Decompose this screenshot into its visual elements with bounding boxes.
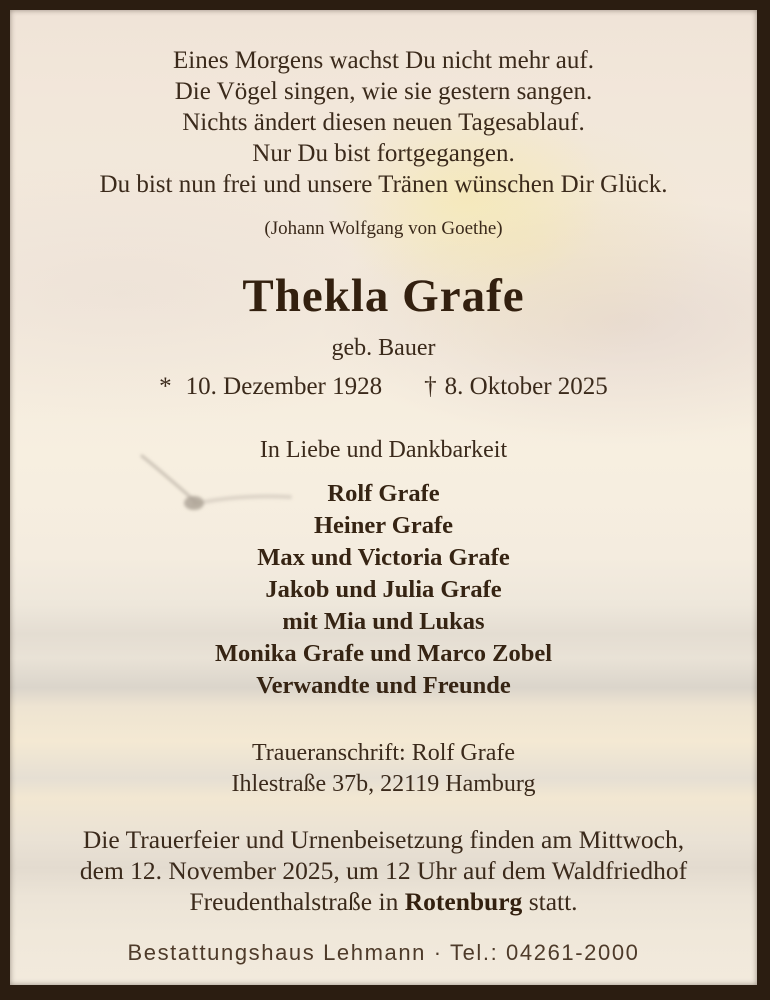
funeral-home-footer [10,939,757,966]
poem-line: Nur Du bist fortgegangen. [252,140,515,167]
funeral-home-phone: Tel.: 04261-2000 [450,940,640,965]
mourner-line: Jakob und Julia Grafe [265,576,502,603]
ceremony-city: Rotenburg [404,887,523,916]
ceremony-line: Die Trauerfeier und Urnenbeisetzung finden am Mittwoch, [82,825,685,854]
mourner-line: Monika Grafe und Marco Zobel [214,640,553,667]
mourning-address [10,738,757,800]
poem-line: Du bist nun frei und unsere Tränen wünschen Dir Glück. [99,171,668,198]
address-line: Traueranschrift: Rolf Grafe [251,740,516,766]
mourner-line: Heiner Grafe [313,512,453,539]
notice-paper [10,10,757,985]
maiden-name: geb. Bauer [331,335,436,361]
mourner-line: mit Mia und Lukas [282,608,485,635]
ceremony-line: dem 12. November 2025, um 12 Uhr auf dem Waldfriedhof [79,856,688,885]
mourner-line: Verwandte und Freunde [256,672,511,699]
poem-line: Nichts ändert diesen neuen Tagesablauf. [182,109,585,136]
ceremony-line [10,886,757,917]
poem-line: Die Vögel singen, wie sie gestern sangen. [174,78,593,105]
footer-separator: · [433,940,443,965]
birth-date: 10. Dezember 1928 [185,373,383,400]
address-line: Ihlestraße 37b, 22119 Hamburg [231,771,536,797]
ceremony-details [10,824,757,917]
funeral-home-name: Bestattungshaus Lehmann [127,940,427,965]
mourner-line: Rolf Grafe [327,480,440,507]
poem [10,45,757,200]
mourner-line: Max und Victoria Grafe [257,544,510,571]
poem-line: Eines Morgens wachst Du nicht mehr auf. [173,47,594,74]
death-symbol: † [424,373,437,400]
tribute-line: In Liebe und Dankbarkeit [259,437,508,463]
poem-attribution: (Johann Wolfgang von Goethe) [264,218,503,239]
death-date: 8. Oktober 2025 [444,373,608,400]
life-dates [10,371,757,403]
birth-symbol: * [159,373,172,400]
ceremony-line3-prefix: Freudenthalstraße in [189,887,405,916]
ceremony-line3-suffix: statt. [522,887,578,916]
deceased-name: Thekla Grafe [242,270,525,322]
mourners-list [10,478,757,702]
